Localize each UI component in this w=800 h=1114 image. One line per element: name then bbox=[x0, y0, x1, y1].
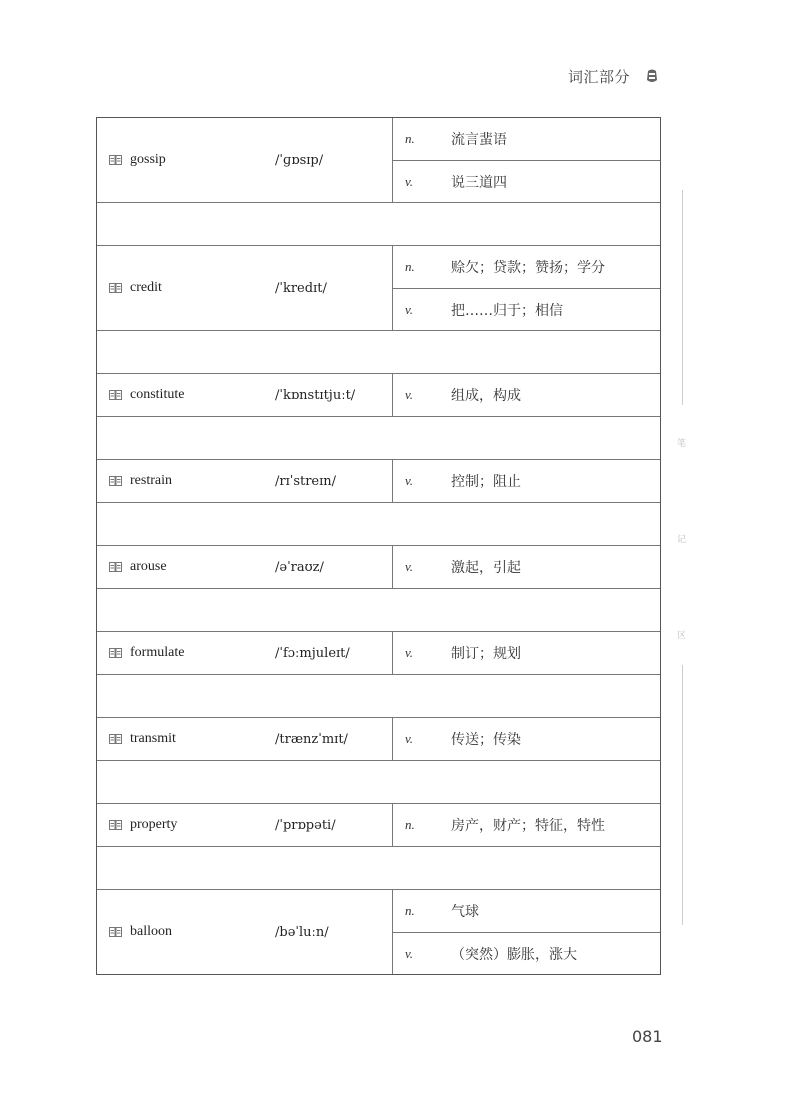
vocab-word: restrain bbox=[130, 473, 172, 488]
vocab-entry bbox=[97, 460, 660, 503]
vocab-word: formulate bbox=[130, 645, 185, 660]
vocab-entry bbox=[97, 890, 660, 974]
notes-sidebar-line bbox=[682, 190, 683, 405]
vocab-phonetic: /bəˈluːn/ bbox=[275, 924, 329, 940]
vocab-phonetic: /ˈkredɪt/ bbox=[275, 280, 327, 296]
vocab-entry bbox=[97, 632, 660, 675]
vocab-meaning: 激起，引起 bbox=[451, 560, 521, 576]
book-icon bbox=[109, 820, 122, 830]
vocab-word: constitute bbox=[130, 387, 185, 402]
vocab-phonetic: /trænzˈmɪt/ bbox=[275, 731, 348, 747]
vocab-word: transmit bbox=[130, 731, 176, 746]
vocab-entry bbox=[97, 718, 660, 761]
book-icon bbox=[109, 648, 122, 658]
vocab-sense bbox=[393, 546, 660, 588]
vocab-entry bbox=[97, 546, 660, 589]
book-icon bbox=[109, 476, 122, 486]
vocab-sense bbox=[393, 246, 660, 288]
book-icon bbox=[109, 283, 122, 293]
vocab-phonetic: /ˈprɒpəti/ bbox=[275, 817, 336, 833]
vocab-word: arouse bbox=[130, 559, 167, 574]
blank-note-row bbox=[97, 589, 660, 632]
blank-note-row bbox=[97, 203, 660, 246]
book-icon bbox=[109, 155, 122, 165]
vocab-phonetic: /ˈɡɒsɪp/ bbox=[275, 152, 324, 168]
vocab-sense bbox=[393, 890, 660, 932]
notes-sidebar-label: 笔 bbox=[677, 439, 687, 449]
part-of-speech: v. bbox=[405, 731, 414, 746]
vocab-sense bbox=[393, 118, 660, 160]
vocab-meaning: 把……归于；相信 bbox=[451, 302, 563, 319]
book-icon bbox=[109, 734, 122, 744]
book-icon bbox=[109, 390, 122, 400]
part-of-speech: n. bbox=[405, 903, 415, 918]
part-of-speech: v. bbox=[405, 173, 414, 189]
vocab-phonetic: /ˈfɔːmjuleɪt/ bbox=[275, 645, 350, 661]
blank-note-row bbox=[97, 503, 660, 546]
vocab-meaning: 控制；阻止 bbox=[451, 474, 521, 490]
vocab-sense bbox=[393, 288, 660, 330]
part-of-speech: v. bbox=[405, 301, 414, 317]
vocab-meaning: 赊欠；贷款；赞扬；学分 bbox=[451, 260, 605, 276]
vocab-sense bbox=[393, 718, 660, 760]
book-icon bbox=[109, 562, 122, 572]
part-of-speech: v. bbox=[405, 387, 414, 402]
part-of-speech: n. bbox=[405, 259, 415, 274]
mascot-icon bbox=[645, 68, 659, 84]
part-of-speech: v. bbox=[405, 945, 414, 961]
vocab-entry bbox=[97, 374, 660, 417]
part-of-speech: v. bbox=[405, 473, 414, 488]
part-of-speech: n. bbox=[405, 817, 415, 832]
page-number: 081 bbox=[632, 1027, 663, 1046]
vocab-word: property bbox=[130, 817, 178, 832]
vocab-phonetic: /ˈkɒnstɪtjuːt/ bbox=[275, 387, 356, 403]
vocab-sense bbox=[393, 932, 660, 974]
vocab-entry bbox=[97, 804, 660, 847]
vocab-meaning: （突然）膨胀，涨大 bbox=[451, 946, 577, 963]
vocab-word: balloon bbox=[130, 924, 172, 939]
vocab-meaning: 房产，财产；特征，特性 bbox=[451, 818, 605, 834]
vocab-word: credit bbox=[130, 280, 162, 295]
part-of-speech: v. bbox=[405, 645, 414, 660]
blank-note-row bbox=[97, 417, 660, 460]
vocab-meaning: 制订；规划 bbox=[451, 646, 521, 662]
page-header-title: 词汇部分 bbox=[568, 68, 631, 86]
vocab-entry bbox=[97, 118, 660, 203]
vocab-meaning: 传送；传染 bbox=[451, 732, 521, 748]
vocab-sense bbox=[393, 374, 660, 416]
vocab-phonetic: /əˈraʊz/ bbox=[275, 559, 324, 575]
blank-note-row bbox=[97, 761, 660, 804]
vocab-sense bbox=[393, 804, 660, 846]
vocab-phonetic: /rɪˈstreɪn/ bbox=[275, 473, 337, 489]
notes-sidebar-label: 记 bbox=[677, 535, 687, 545]
vocab-meaning: 气球 bbox=[451, 904, 479, 920]
vocab-sense bbox=[393, 632, 660, 674]
blank-note-row bbox=[97, 675, 660, 718]
part-of-speech: v. bbox=[405, 559, 414, 574]
part-of-speech: n. bbox=[405, 131, 415, 146]
vocab-sense bbox=[393, 460, 660, 502]
notes-sidebar-label: 区 bbox=[677, 631, 687, 641]
book-icon bbox=[109, 927, 122, 937]
blank-note-row bbox=[97, 847, 660, 890]
vocab-meaning: 流言蜚语 bbox=[451, 132, 507, 148]
vocab-meaning: 组成，构成 bbox=[451, 388, 521, 404]
blank-note-row bbox=[97, 331, 660, 374]
vocab-entry bbox=[97, 246, 660, 331]
vocab-word: gossip bbox=[130, 152, 166, 167]
notes-sidebar-line bbox=[682, 665, 683, 925]
vocabulary-table bbox=[96, 117, 661, 975]
vocab-meaning: 说三道四 bbox=[451, 174, 507, 191]
vocab-sense bbox=[393, 160, 660, 202]
